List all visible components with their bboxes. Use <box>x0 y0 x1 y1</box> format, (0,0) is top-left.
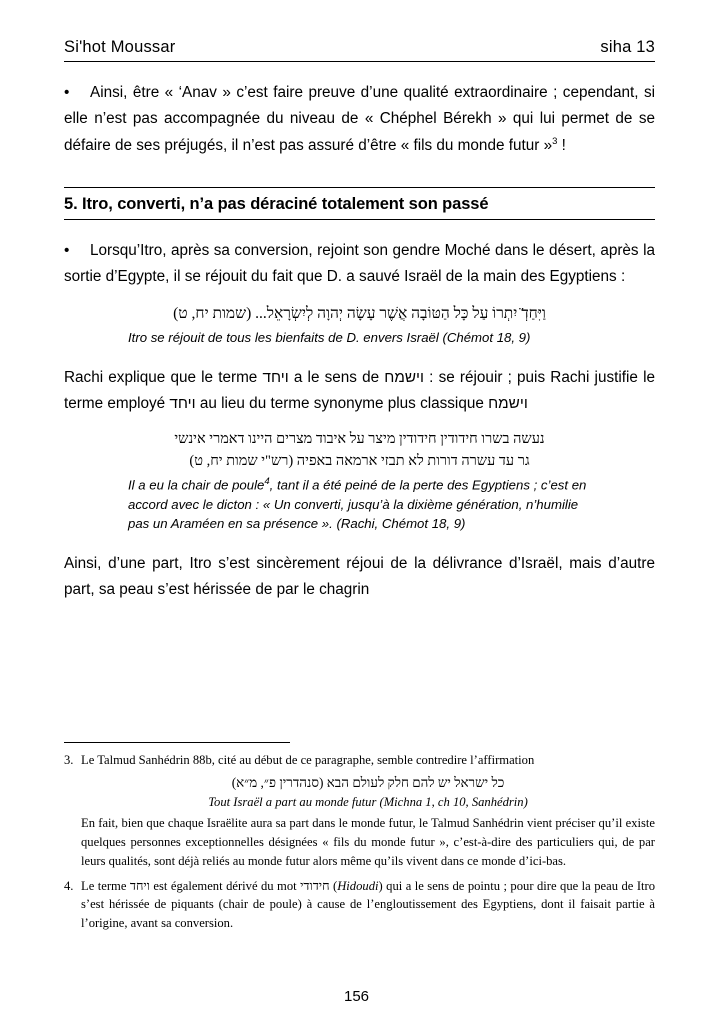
footnote-3-line-1: Le Talmud Sanhédrin 88b, cité au début de ce paragraphe, semble contredire l’affirmation <box>81 753 535 767</box>
p2-seg-c: : se réjouir ; puis Rachi justifie le terme employé <box>64 368 655 413</box>
header-book-title: Si'hot Moussar <box>64 38 176 56</box>
p2-hebrew-3: ויחד <box>169 395 196 413</box>
quote-1-hebrew: וַיִּחַדְ̈ יִתְרוֹ עַל כָּל הַטּוֹבָה אֲשֶׁר עָשָׂה יְהוָה לְיִשְׂרָאֵל... (שמות יח, ט) <box>173 305 546 323</box>
intro-text: Ainsi, être « ‘Anav » c’est faire preuve d’une qualité extraordinaire ; cependant, si elle n’est pas accompagnée du niveau de « Chéphel Bérekh » qui lui permet de se défaire de ses préjugés, il n’est pas assuré d’être « fils du monde futur » <box>64 84 655 154</box>
fn4-seg-pre: Le terme <box>81 878 130 893</box>
body-paragraph-2 <box>64 365 655 418</box>
quote-2-translation-a: Il a eu la chair de poule <box>128 477 265 493</box>
fn4-hebrew-2: חידודי <box>300 878 330 893</box>
section-heading-block <box>64 187 655 220</box>
bullet-icon: • <box>64 241 70 259</box>
body-paragraph-3: Ainsi, d’une part, Itro s’est sincèrement réjoui de la délivrance d’Israël, mais d’autre part, sa peau s’est hérissée de par le chagrin <box>64 554 655 599</box>
fn4-seg-mid2: ( <box>329 878 338 893</box>
section-rule-top <box>64 187 655 188</box>
footnotes-section <box>64 742 655 939</box>
fn4-seg-mid: est également dérivé du mot <box>149 878 301 893</box>
footnote-4-body <box>81 877 655 934</box>
body-paragraph-1-text: Lorsqu’Itro, après sa conversion, rejoint son gendre Moché dans le désert, après la sortie d’Egypte, il se réjouit du fait que D. a sauvé Israël de la main des Egyptiens : <box>64 241 655 286</box>
quote-1-translation: Itro se réjouit de tous les bienfaits de D. envers Israël (Chémot 18, 9) <box>128 329 531 345</box>
footnote-ref-4[interactable]: 4 <box>264 475 270 487</box>
p2-seg-d: au lieu du terme synonyme plus classique <box>195 395 489 413</box>
p2-hebrew-2: וישמח <box>384 368 424 386</box>
fn4-seg-post: ) qui a le sens de pointu ; pour dire que la peau de Itro s’est hérissée de piquants (chair de poule) à cause de l’engloutissement des Egyptiens, dont il faisait partie à l’origine, avant sa conversion. <box>81 878 656 931</box>
quote-2-hebrew-line-2: גר עד עשרה דורות לא תבזי ארמאה באפיה (רש"י שמות יח, ט) <box>189 453 530 470</box>
footnote-3-hebrew: כל ישראל יש להם חלק לעולם הבא (סנהדרין פ״, מ״א) <box>231 774 505 790</box>
intro-text-tail: ! <box>557 136 566 154</box>
header-siha-label: siha 13 <box>600 38 655 56</box>
p2-hebrew-4: וישמח <box>488 395 528 413</box>
footnote-separator <box>64 742 290 743</box>
footnote-4-number: 4. <box>64 878 74 893</box>
p2-hebrew-1: ויחד <box>262 368 289 386</box>
footnote-3-italic: Tout Israël a part au monde futur (Michna 1, ch 10, Sanhédrin) <box>208 795 528 809</box>
fn4-hebrew-1: ויחד <box>129 878 150 893</box>
quote-2-translation <box>128 475 591 533</box>
section-title: 5. Itro, converti, n’a pas déraciné totalement son passé <box>64 195 655 220</box>
p2-seg-a: Rachi explique que le terme <box>64 368 263 386</box>
bullet-icon: • <box>64 84 70 101</box>
footnote-ref-3[interactable]: 3 <box>552 135 558 147</box>
footnote-3-line-2: En fait, bien que chaque Israëlite aura sa part dans le monde futur, le Talmud Sanhédrin vient préciser qu’il existe quelques personnes exceptionnelles désignées « fils du monde futur », c’est-à-dire des particuliers qui, de par leurs qualités, sont déjà reliés au monde futur alors même qu’ils vivent dans ce monde d’ici-bas. <box>81 815 655 868</box>
footnote-3-number: 3. <box>64 753 74 767</box>
quote-2-translation-b: , tant il a été peiné de la perte des Egyptiens ; c’est en accord avec le dicton : « Un converti, jusqu’à la dixième génération, n’humilie pas un Araméen en sa présence ». (Rachi, Chémot 18, 9) <box>128 477 587 531</box>
footnote-4-text <box>81 877 655 934</box>
running-header <box>64 38 655 62</box>
footnote-3-body <box>81 751 655 871</box>
fn4-italic-term: Hidoudi <box>337 878 379 893</box>
quote-block-2 <box>64 429 655 532</box>
footnote-3 <box>64 751 655 871</box>
p2-seg-b: a le sens de <box>288 368 385 386</box>
page-content <box>64 38 655 603</box>
page-number: 156 <box>343 988 370 1005</box>
intro-paragraph <box>64 80 655 159</box>
footnote-4 <box>64 877 655 934</box>
quote-2-hebrew-line-1: נעשה בשרו חידודין חידודין מיצר על איבוד מצרים היינו דאמרי אינשי <box>174 431 545 448</box>
body-paragraph-1 <box>64 238 655 291</box>
quote-block-1 <box>64 302 655 346</box>
